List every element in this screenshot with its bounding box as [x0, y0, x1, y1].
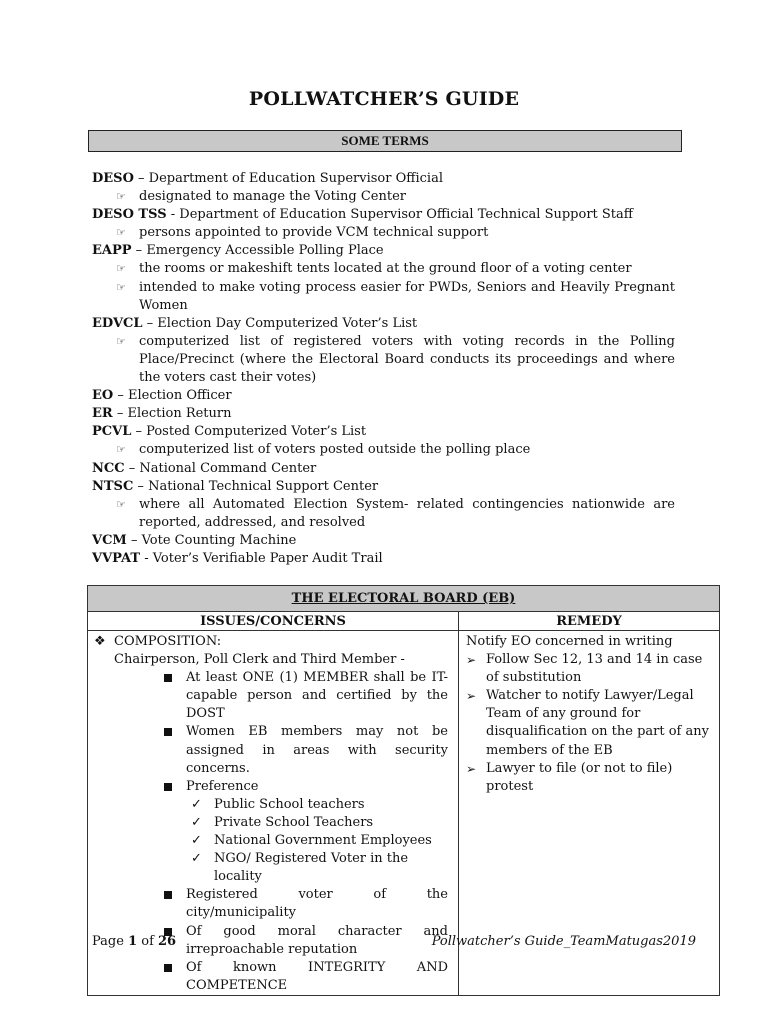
term-meaning: Posted Computerized Voter’s List: [146, 424, 367, 440]
term-meaning: Vote Counting Machine: [141, 532, 297, 548]
checkmark-icon: ✓: [191, 796, 202, 812]
term-meaning: Department of Education Supervisor Official Technical Support Staff: [179, 207, 634, 223]
term-separator: –: [113, 388, 128, 404]
terms-section-header: SOME TERMS: [88, 130, 682, 152]
requirement-item: [94, 886, 448, 922]
term-detail-text: persons appointed to provide VCM technical support: [139, 225, 489, 241]
term-entry: [92, 423, 675, 441]
term-acronym: NTSC: [92, 478, 134, 494]
arrowhead-bullet-icon: ➢: [466, 653, 477, 668]
term-acronym: DESO TSS: [92, 207, 167, 223]
term-acronym: DESO: [92, 171, 134, 186]
term-meaning: National Command Center: [139, 460, 317, 476]
term-separator: –: [142, 315, 158, 331]
term-detail: [92, 441, 675, 459]
term-separator: –: [112, 406, 128, 422]
requirement-text: Women EB members may not be assigned in areas with security concerns.: [186, 724, 448, 776]
term-entry: [92, 242, 675, 260]
checkmark-icon: ✓: [191, 833, 202, 849]
term-meaning: National Technical Support Center: [148, 478, 379, 494]
term-entry: [92, 532, 675, 550]
remedy-text: Lawyer to file (or not to file) protest: [486, 760, 673, 794]
term-meaning: Election Officer: [128, 388, 232, 404]
preference-text: Public School teachers: [214, 796, 365, 812]
preference-item: [94, 850, 448, 886]
term-meaning: Voter’s Verifiable Paper Audit Trail: [152, 550, 383, 566]
term-detail: [92, 188, 675, 206]
term-acronym: PCVL: [92, 424, 132, 440]
term-entry: [92, 478, 675, 496]
term-separator: -: [166, 207, 180, 223]
term-detail-text: designated to manage the Voting Center: [139, 189, 406, 205]
document-name: Pollwatcher’s Guide_TeamMatugas2019: [431, 934, 696, 949]
requirement-text: Registered voter of the city/municipality: [186, 887, 448, 921]
square-bullet-icon: [164, 891, 172, 899]
term-separator: –: [133, 478, 149, 494]
remedy-intro: Notify EO concerned in writing: [466, 634, 673, 649]
preference-item: [94, 832, 448, 850]
term-detail: [92, 496, 675, 532]
term-acronym: EAPP: [92, 243, 132, 259]
term-entry: [92, 460, 675, 478]
pointing-hand-icon: ☞: [116, 497, 126, 511]
preference-text: NGO/ Registered Voter in the locality: [214, 851, 409, 885]
requirement-text: At least ONE (1) MEMBER shall be IT-capable person and certified by the DOST: [186, 670, 448, 722]
square-bullet-icon: [164, 964, 172, 972]
total-pages: 26: [158, 934, 177, 949]
remedy-item: [466, 760, 711, 796]
term-acronym: VVPAT: [92, 550, 141, 566]
term-detail-text: computerized list of voters posted outside the polling place: [139, 442, 531, 458]
term-detail: [92, 224, 675, 242]
term-entry: [92, 315, 675, 333]
term-meaning: Election Day Computerized Voter’s List: [157, 315, 418, 331]
remedy-item: [466, 651, 711, 687]
pointing-hand-icon: ☞: [116, 280, 126, 294]
term-detail-text: where all Automated Election System- related contingencies nationwide are reported, addressed, and resolved: [139, 496, 675, 530]
term-separator: –: [131, 424, 147, 440]
term-detail: [92, 260, 675, 278]
pointing-hand-icon: ☞: [116, 190, 126, 204]
pointing-hand-icon: ☞: [116, 443, 126, 457]
composition-members: Chairperson, Poll Clerk and Third Member -: [114, 652, 405, 668]
term-entry: [92, 170, 675, 188]
square-bullet-icon: [164, 674, 172, 682]
term-acronym: EDVCL: [92, 315, 143, 331]
term-entry: [92, 405, 675, 423]
square-bullet-icon: [164, 728, 172, 736]
term-acronym: ER: [92, 406, 113, 422]
requirement-text: Preference: [186, 778, 259, 794]
arrowhead-bullet-icon: ➢: [466, 761, 477, 776]
column-header-remedy: REMEDY: [459, 612, 720, 631]
term-acronym: VCM: [92, 532, 127, 548]
preference-text: National Government Employees: [214, 833, 432, 849]
pointing-hand-icon: ☞: [116, 226, 126, 240]
term-acronym: EO: [92, 388, 114, 404]
remedy-text: Watcher to notify Lawyer/Legal Team of any ground for disqualification on the part of any members of the EB: [486, 688, 709, 758]
requirement-item: [94, 959, 448, 995]
checkmark-icon: ✓: [191, 814, 202, 830]
page-title: POLLWATCHER’S GUIDE: [248, 88, 520, 110]
term-separator: –: [133, 171, 149, 186]
term-meaning: Election Return: [127, 406, 232, 422]
composition-item: [94, 633, 448, 651]
term-acronym: NCC: [92, 460, 125, 476]
page-number: Page 1 of 26: [92, 934, 177, 949]
term-detail: [92, 333, 675, 387]
term-separator: -: [140, 550, 153, 566]
requirement-item: [94, 723, 448, 777]
diamond-bullet-icon: ❖: [94, 634, 106, 649]
term-detail: [92, 279, 675, 315]
term-entry: [92, 550, 675, 568]
requirement-item: [94, 669, 448, 723]
term-detail-text: the rooms or makeshift tents located at the ground floor of a voting center: [139, 261, 632, 277]
term-entry: [92, 206, 675, 224]
column-header-issues: ISSUES/CONCERNS: [88, 612, 459, 631]
remedy-item: [466, 687, 711, 759]
preference-item: [94, 796, 448, 814]
term-separator: –: [124, 460, 140, 476]
checkmark-icon: ✓: [191, 851, 202, 867]
term-meaning: Department of Education Supervisor Official: [148, 171, 443, 186]
preference-text: Private School Teachers: [214, 814, 374, 830]
preference-item: [94, 814, 448, 832]
current-page: 1: [128, 934, 138, 949]
pointing-hand-icon: ☞: [116, 334, 126, 348]
requirement-text: Of known INTEGRITY AND COMPETENCE: [186, 959, 448, 993]
square-bullet-icon: [164, 783, 172, 791]
composition-label: COMPOSITION:: [114, 634, 222, 649]
table-caption: THE ELECTORAL BOARD (EB): [88, 586, 720, 612]
term-detail-text: intended to make voting process easier for PWDs, Seniors and Heavily Pregnant Women: [139, 279, 675, 313]
term-entry: [92, 387, 675, 405]
requirement-text: Of good moral character and irreproachable reputation: [186, 923, 448, 957]
term-meaning: Emergency Accessible Polling Place: [146, 243, 384, 259]
remedy-text: Follow Sec 12, 13 and 14 in case of substitution: [486, 652, 703, 686]
arrowhead-bullet-icon: ➢: [466, 689, 477, 704]
pointing-hand-icon: ☞: [116, 262, 126, 276]
requirement-item: [94, 778, 448, 796]
term-separator: –: [126, 532, 142, 548]
terms-list: [92, 170, 675, 568]
term-detail-text: computerized list of registered voters with voting records in the Polling Place/Precinct (where the Electoral Board conducts its proceedings and where the voters cast their votes): [139, 333, 675, 386]
term-separator: –: [131, 243, 147, 259]
